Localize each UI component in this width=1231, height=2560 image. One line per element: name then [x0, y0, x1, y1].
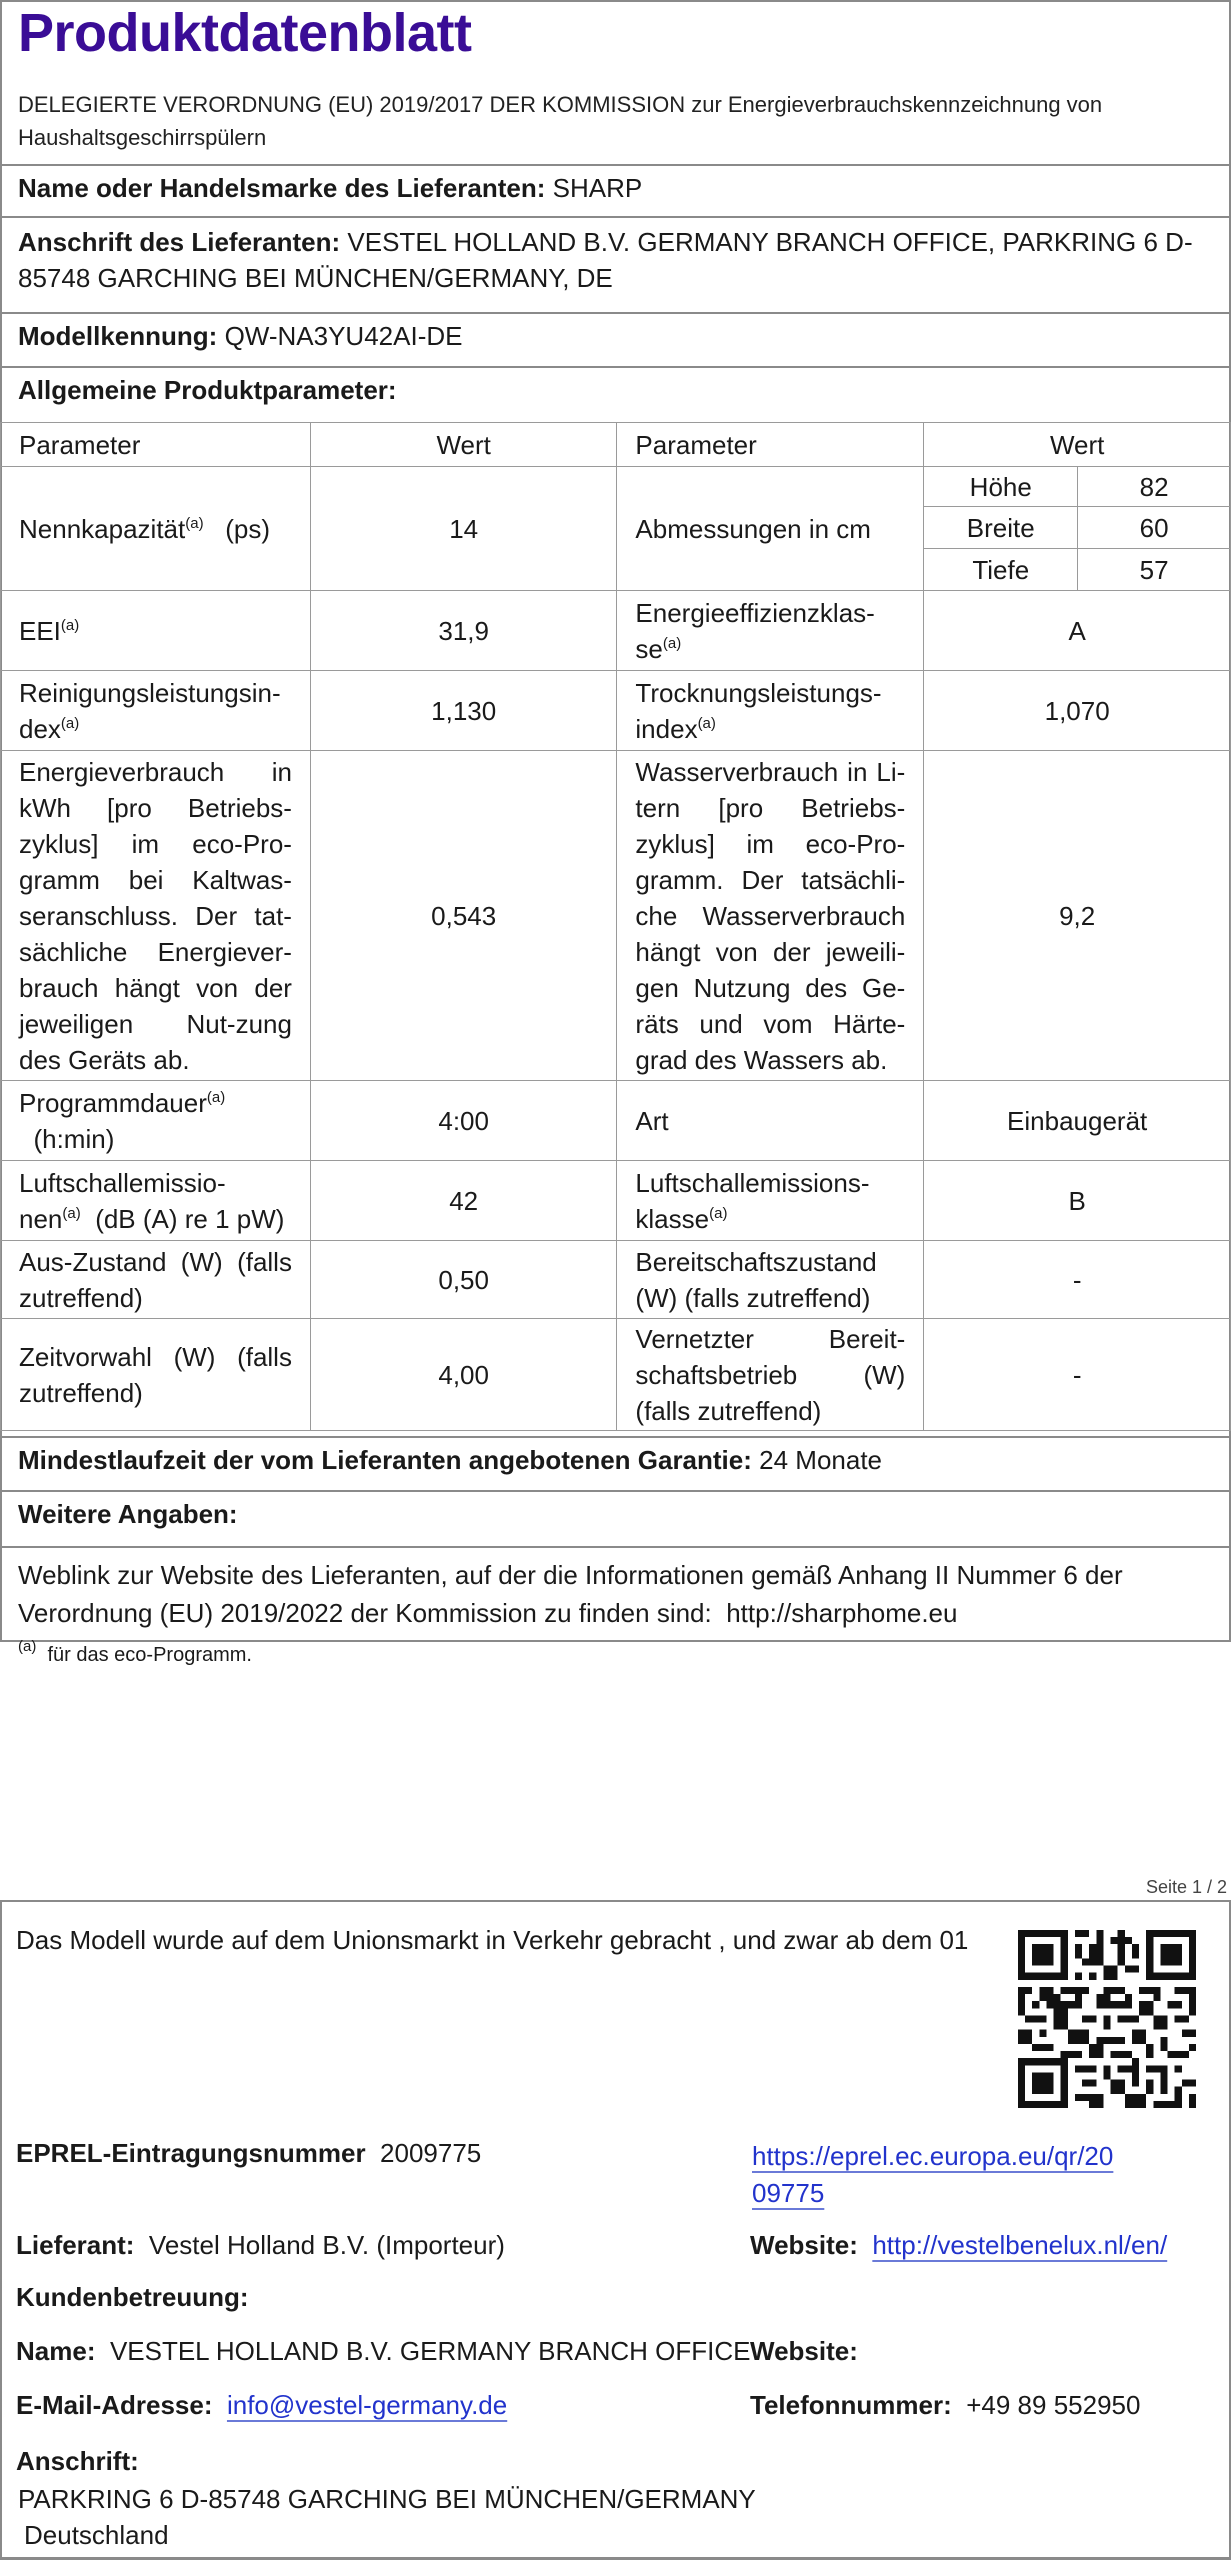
- noise-value: 42: [310, 1161, 616, 1241]
- cs-name-label: Name:: [16, 2336, 96, 2366]
- email-label: E-Mail-Adresse:: [16, 2390, 213, 2420]
- water-consumption-label: Wasserverbrauch in Li-tern [pro Betriebs-zyklus] im eco-Pro-gramm. Der tatsächli-che Wasserverbrauch hängt von der jeweili-gen Nutzung des Ge-räts und vom Härte-grad des Wassers ab.: [617, 751, 924, 1081]
- table-row: [1, 591, 1231, 671]
- efficiency-class-label: Energieeffizienzklas- $se^{(a)}$: [617, 591, 924, 671]
- market-date-text: Das Modell wurde auf dem Unionsmarkt in Verkehr gebracht , und zwar ab dem 01: [16, 1925, 969, 1955]
- dimensions-label: Abmessungen in cm: [617, 467, 924, 591]
- noise-class-label: Luftschallemissions- klasse$^{(a)}$: [617, 1161, 924, 1241]
- supplier-name-row: [0, 164, 1231, 216]
- general-params-row: [0, 366, 1231, 422]
- footnote: [18, 1638, 252, 1667]
- supplier-address-row: [0, 216, 1231, 312]
- weblink-row: [0, 1546, 1231, 1642]
- program-duration-value: 4:00: [310, 1081, 616, 1161]
- supplier-name-label: Name oder Handelsmarke des Lieferanten:: [18, 173, 546, 203]
- supplier-row: [16, 2230, 505, 2261]
- weblink-text: Weblink zur Website des Lieferanten, auf der die Informationen gemäß Anhang II Nummer 6 der Verordnung (EU) 2019/2022 der Kommission zu finden sind:: [18, 1560, 1123, 1628]
- standby-value: -: [924, 1241, 1231, 1319]
- off-mode-label: Aus-Zustand (W) (falls zutreffend): [1, 1241, 311, 1319]
- table-row: [1, 467, 1231, 507]
- table-row: [1, 1081, 1231, 1161]
- supplier-address-value: VESTEL HOLLAND B.V. GERMANY BRANCH OFFICE, PARKRING 6 D-85748 GARCHING BEI MÜNCHEN/GERMANY, DE: [18, 227, 1193, 293]
- cleaning-index-label: Reinigungsleistungsin- dex$^{(a)}$: [1, 671, 311, 751]
- email-row: [16, 2390, 507, 2421]
- eprel-link-part-2[interactable]: 09775: [752, 2178, 825, 2208]
- model-id-row: [0, 312, 1231, 366]
- eei-value: 31,9: [310, 591, 616, 671]
- table-row: [1, 671, 1231, 751]
- width-value: 60: [1078, 507, 1231, 549]
- regulation-subtitle: DELEGIERTE VERORDNUNG (EU) 2019/2017 DER KOMMISSION zur Energieverbrauchskennzeichnung von Haushaltsgeschirrspülern: [18, 92, 1103, 150]
- header-parameter: Parameter: [1, 423, 311, 467]
- supplier-address-label: Anschrift des Lieferanten:: [18, 227, 341, 257]
- network-standby-value: -: [924, 1319, 1231, 1431]
- footnote-mark: (a): [18, 1638, 37, 1655]
- capacity-label: Nennkapazität$^{(a)}$ (ps): [1, 467, 311, 591]
- network-standby-label: Vernetzter Bereit-schaftsbetrieb (W) (falls zutreffend): [617, 1319, 924, 1431]
- type-value: Einbaugerät: [924, 1081, 1231, 1161]
- eprel-link[interactable]: [752, 2138, 1113, 2212]
- eprel-label: EPREL-Eintragungsnummer: [16, 2138, 366, 2168]
- table-row: [1, 1161, 1231, 1241]
- type-label: Art: [617, 1081, 924, 1161]
- phone-row: [750, 2390, 1140, 2421]
- off-mode-value: 0,50: [310, 1241, 616, 1319]
- table-header-row: [1, 423, 1231, 467]
- eprel-link-part-1[interactable]: https://eprel.ec.europa.eu/qr/20: [752, 2141, 1114, 2171]
- drying-index-label: Trocknungsleistungs- index$^{(a)}$: [617, 671, 924, 751]
- address-line-2: Deutschland: [24, 2520, 169, 2550]
- width-label: Breite: [924, 507, 1078, 549]
- supplier-name-value: SHARP: [552, 173, 643, 203]
- cs-name-row: [16, 2336, 750, 2367]
- phone-label: Telefonnummer:: [750, 2390, 952, 2420]
- table-row: [1, 751, 1231, 1081]
- address-heading: Anschrift:: [16, 2446, 139, 2476]
- standby-label: Bereitschaftszustand (W) (falls zutreffend): [617, 1241, 924, 1319]
- phone-value: +49 89 552950: [966, 2390, 1141, 2420]
- cs-name-value: VESTEL HOLLAND B.V. GERMANY BRANCH OFFICE: [109, 2336, 751, 2366]
- email-link[interactable]: info@vestel-germany.de: [226, 2390, 508, 2420]
- header-value: Wert: [310, 423, 616, 467]
- table-row: [1, 1241, 1231, 1319]
- noise-label: Luftschallemissio- nen$^{(a)}$ (dB (A) re 1 pW): [1, 1161, 311, 1241]
- website-label: Website:: [750, 2230, 858, 2260]
- supplier-value: Vestel Holland B.V. (Importeur): [148, 2230, 505, 2260]
- capacity-value: 14: [310, 467, 616, 591]
- further-info-row: [0, 1490, 1231, 1546]
- further-info-heading: Weitere Angaben:: [18, 1499, 238, 1529]
- header-value: Wert: [924, 423, 1231, 467]
- website-link[interactable]: http://vestelbenelux.nl/en/: [872, 2230, 1168, 2260]
- warranty-value: 24 Monate: [759, 1445, 883, 1475]
- water-consumption-value: 9,2: [924, 751, 1231, 1081]
- height-value: 82: [1078, 467, 1231, 507]
- efficiency-class-value: A: [924, 591, 1231, 671]
- eprel-value: 2009775: [380, 2138, 482, 2168]
- depth-value: 57: [1078, 549, 1231, 591]
- model-id-value: QW-NA3YU42AI-DE: [224, 321, 463, 351]
- general-params-heading: Allgemeine Produktparameter:: [18, 375, 397, 405]
- delay-start-value: 4,00: [310, 1319, 616, 1431]
- footnote-text: für das eco-Programm.: [47, 1644, 252, 1666]
- eprel-row: [16, 2138, 481, 2169]
- address-line-1: PARKRING 6 D-85748 GARCHING BEI MÜNCHEN/GERMANY: [18, 2484, 756, 2514]
- customer-service-heading: Kundenbetreuung:: [16, 2282, 249, 2312]
- warranty-row: [0, 1436, 1231, 1490]
- page-indicator: Seite 1 / 2: [1145, 1877, 1227, 1897]
- parameters-table: [0, 422, 1231, 1431]
- supplier-weblink[interactable]: http://sharphome.eu: [726, 1598, 958, 1628]
- height-label: Höhe: [924, 467, 1078, 507]
- energy-consumption-label: Energieverbrauch in kWh [pro Betriebs-zyklus] im eco-Pro-gramm bei Kaltwas-seranschluss. Der tat-sächliche Energiever-brauch hängt von der jeweiligen Nut-zung des Geräts ab.: [1, 751, 311, 1081]
- program-duration-label: Programmdauer$^{(a)}$ (h:min): [1, 1081, 311, 1161]
- warranty-label: Mindestlaufzeit der vom Lieferanten angebotenen Garantie:: [18, 1445, 752, 1475]
- website-row: [750, 2230, 1167, 2261]
- qr-code-icon[interactable]: [1018, 1930, 1196, 2108]
- eei-label: EEI$^{(a)}$: [1, 591, 311, 671]
- energy-consumption-value: 0,543: [310, 751, 616, 1081]
- model-id-label: Modellkennung:: [18, 321, 218, 351]
- table-row: [1, 1319, 1231, 1431]
- supplier-label: Lieferant:: [16, 2230, 135, 2260]
- page-title: Produktdatenblatt: [18, 3, 472, 63]
- cleaning-index-value: 1,130: [310, 671, 616, 751]
- header-parameter: Parameter: [617, 423, 924, 467]
- noise-class-value: B: [924, 1161, 1231, 1241]
- drying-index-value: 1,070: [924, 671, 1231, 751]
- depth-label: Tiefe: [924, 549, 1078, 591]
- delay-start-label: Zeitvorwahl (W) (falls zutreffend): [1, 1319, 311, 1431]
- cs-website-label: Website:: [750, 2336, 858, 2366]
